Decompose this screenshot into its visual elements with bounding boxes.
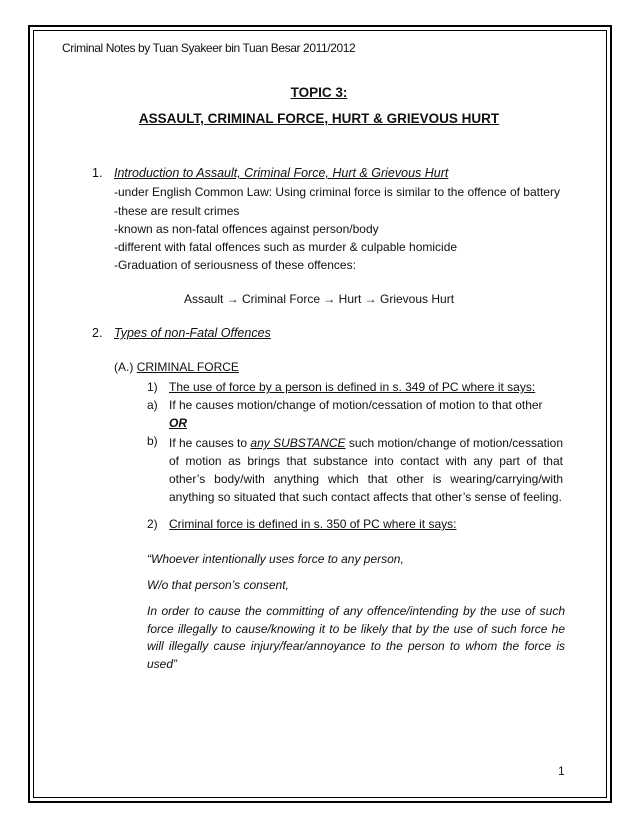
quote-line-1: “Whoever intentionally uses force to any person, [147,552,404,566]
main-title: ASSAULT, CRIMINAL FORCE, HURT & GRIEVOUS HURT [138,111,500,126]
item-1 [147,380,535,394]
section-2-heading [92,326,271,340]
subsection-label: (A.) [114,360,134,374]
item-b-emphasis: any SUBSTANCE [250,436,346,450]
item-a-number: a) [147,398,158,412]
quote-paragraph: In order to cause the committing of any offence/intending by the use of such force illegally to cause/knowing it to be likely that by the use of such force he will illegally cause injury/fear/annoyance to the person to whom the force is used” [147,604,565,671]
section-2-number: 2. [92,326,103,340]
quote-line-2: W/o that person’s consent, [147,578,289,592]
section-2-title: Types of non-Fatal Offences [114,326,271,340]
bullet-line: -known as non-fatal offences against person/body [114,222,379,236]
bullet-line: -different with fatal offences such as murder & culpable homicide [114,240,458,254]
section-1-heading [92,166,448,180]
item-a-text: If he causes motion/change of motion/cessation of motion to that other [169,398,543,412]
item-1-text: The use of force by a person is defined in s. 349 of PC where it says: [169,380,536,394]
item-b-post: such motion/change of motion/cessation of motion as brings that substance into contact with any part of that other’s body/with anything which that other is wearing/carrying/with anything so situated that such contact affects that other’s sense of feeling. [169,436,563,504]
topic-title: TOPIC 3: [290,85,348,100]
bullet-line: -these are result crimes [114,204,240,218]
section-1-title: Introduction to Assault, Criminal Force, Hurt & Grievous Hurt [114,166,449,180]
or-connector: OR [169,416,187,430]
page-number: 1 [558,764,565,778]
subsection-title: CRIMINAL FORCE [136,360,239,374]
item-2-number: 2) [147,517,158,531]
bullet-line: -Graduation of seriousness of these offences: [114,258,356,272]
item-1-number: 1) [147,380,158,394]
section-1-number: 1. [92,166,103,180]
graduation-sequence: Assault → Criminal Force → Hurt → Grievous Hurt [183,292,455,306]
item-b-number-wrap [147,434,169,448]
item-2-text: Criminal force is defined in s. 350 of PC where it says: [169,517,457,531]
item-2 [147,517,456,531]
item-b-pre: If he causes to [169,436,251,450]
item-b-text [169,434,563,506]
item-a [147,398,543,412]
page-header: Criminal Notes by Tuan Syakeer bin Tuan Besar 2011/2012 [62,41,356,55]
bullet-line: -under English Common Law: Using criminal force is similar to the offence of battery [114,185,560,199]
item-b-number: b) [147,434,158,448]
page-border-inner [33,30,607,798]
subsection-a-heading [114,360,239,374]
